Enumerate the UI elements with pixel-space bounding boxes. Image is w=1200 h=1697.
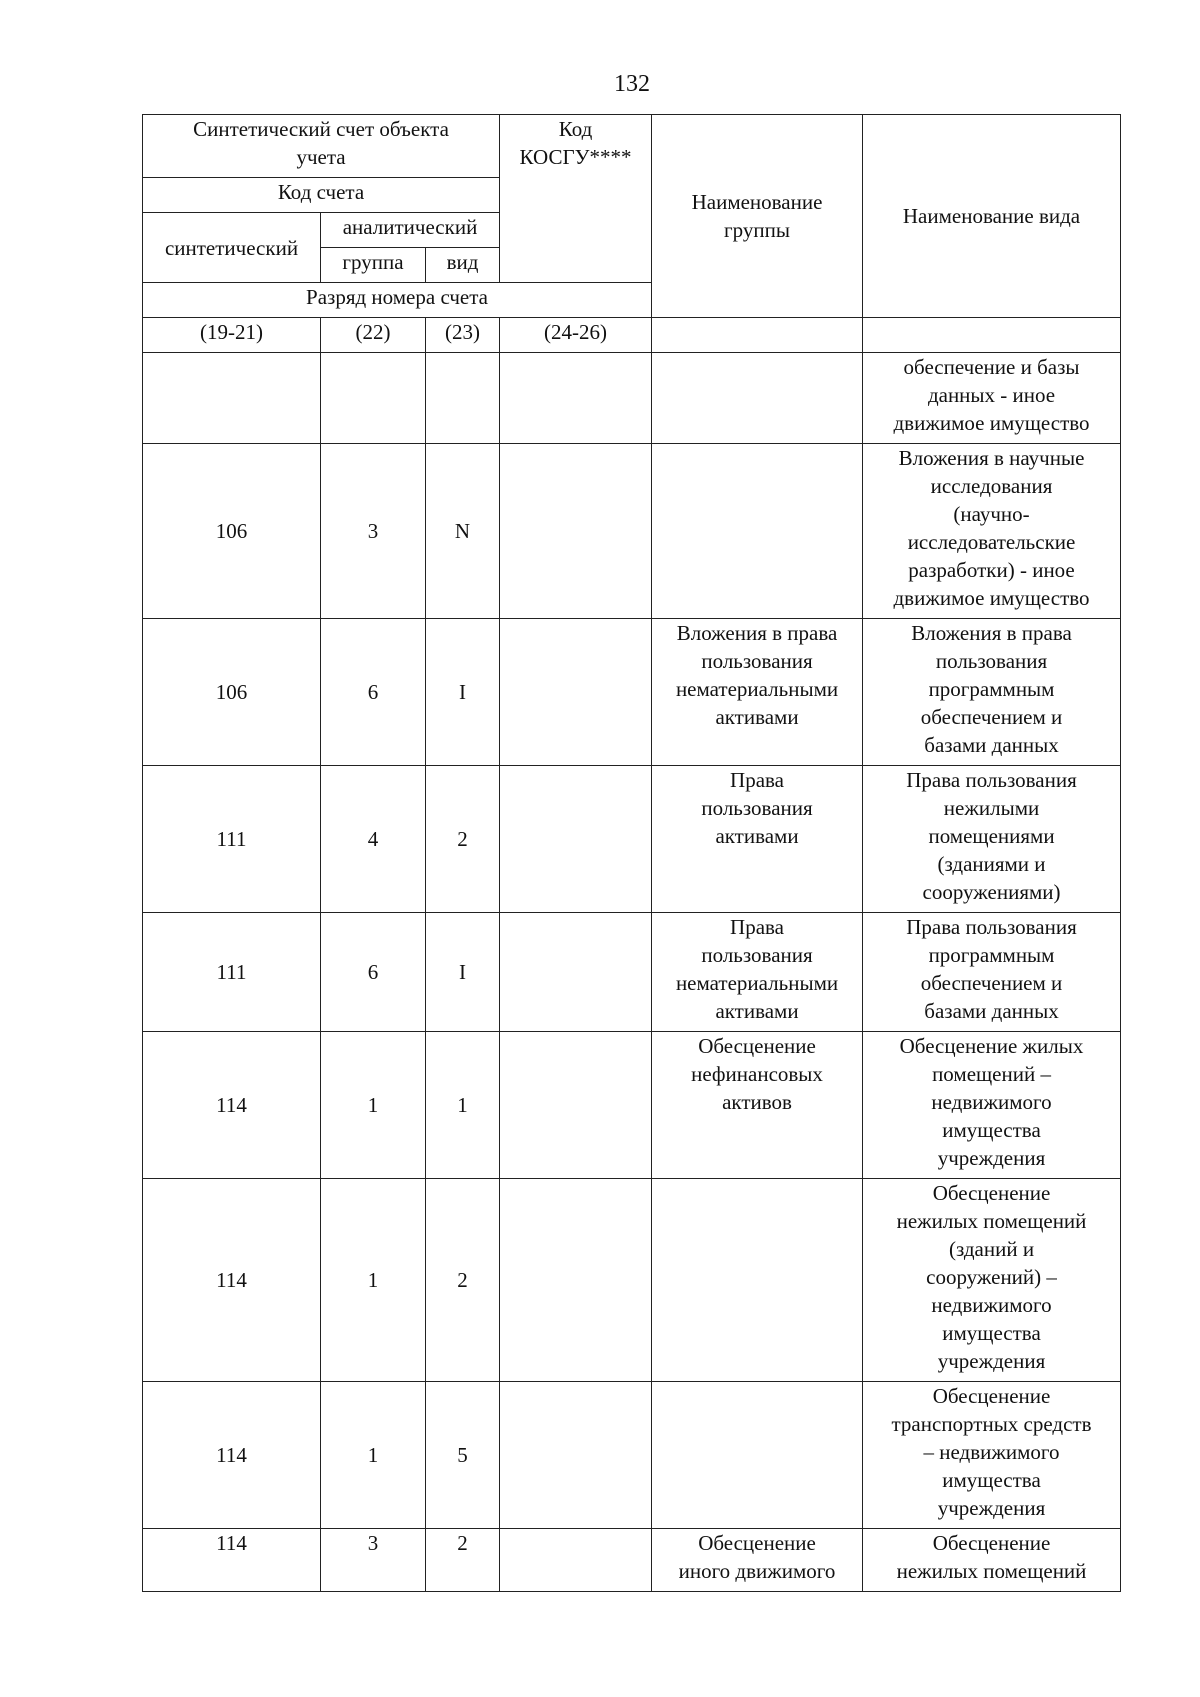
header-analytic: аналитический — [321, 213, 500, 248]
type-cell: N — [426, 444, 500, 619]
digit-cell: (23) — [426, 318, 500, 353]
type-name-cell — [863, 444, 1121, 619]
type-cell — [426, 353, 500, 444]
group-cell: 1 — [321, 1179, 426, 1382]
type-name-cell — [863, 1032, 1121, 1179]
group-name-text: Обесценение нефинансовых активов — [691, 1034, 823, 1114]
kosgu-cell — [500, 1179, 652, 1382]
type-name-cell — [863, 619, 1121, 766]
header-type-name — [863, 115, 1121, 318]
table-row — [143, 1529, 1121, 1592]
group-cell: 6 — [321, 619, 426, 766]
header-synthetic-account-label: Синтетический счет объекта учета — [193, 117, 449, 169]
group-name-text: Права пользования активами — [701, 768, 813, 848]
table-row — [143, 444, 1121, 619]
header-group: группа — [321, 248, 426, 283]
group-name-cell — [652, 766, 863, 913]
type-name-cell — [863, 1382, 1121, 1529]
account-table — [142, 114, 1121, 1592]
group-name-cell — [652, 913, 863, 1032]
type-name-text: Обесценение транспортных средств – недвижимого имущества учреждения — [891, 1384, 1092, 1520]
kosgu-cell — [500, 913, 652, 1032]
synthetic-cell: 106 — [143, 444, 321, 619]
header-group-name — [652, 115, 863, 318]
type-name-cell — [863, 913, 1121, 1032]
table-row — [143, 1179, 1121, 1382]
synthetic-cell: 114 — [143, 1529, 321, 1592]
table-row — [143, 1032, 1121, 1179]
type-name-cell — [863, 1529, 1121, 1592]
synthetic-cell: 114 — [143, 1179, 321, 1382]
digit-cell: (22) — [321, 318, 426, 353]
type-name-text: Вложения в научные исследования (научно- исследовательские разработки) - иное движимое имущество — [893, 446, 1090, 610]
type-cell: 2 — [426, 766, 500, 913]
table-row — [143, 619, 1121, 766]
kosgu-cell — [500, 619, 652, 766]
group-name-cell — [652, 1382, 863, 1529]
digit-cell — [863, 318, 1121, 353]
digit-cell — [652, 318, 863, 353]
table-row — [143, 766, 1121, 913]
header-type: вид — [426, 248, 500, 283]
header-kosgu-code-label: Код КОСГУ**** — [519, 117, 632, 169]
type-name-text: Права пользования нежилыми помещениями (зданиями и сооружениями) — [906, 768, 1077, 904]
table-row — [143, 913, 1121, 1032]
group-cell — [321, 353, 426, 444]
synthetic-cell: 114 — [143, 1382, 321, 1529]
group-name-cell — [652, 619, 863, 766]
synthetic-cell — [143, 353, 321, 444]
type-cell: 5 — [426, 1382, 500, 1529]
digit-cell: (19-21) — [143, 318, 321, 353]
type-name-text: обеспечение и базы данных - иное движимое имущество — [893, 355, 1090, 435]
table-row — [143, 353, 1121, 444]
header-digits-row — [143, 318, 1121, 353]
group-cell: 1 — [321, 1382, 426, 1529]
group-cell: 1 — [321, 1032, 426, 1179]
type-cell: 2 — [426, 1179, 500, 1382]
type-cell: 1 — [426, 1032, 500, 1179]
type-name-text: Обесценение жилых помещений – недвижимого имущества учреждения — [899, 1034, 1084, 1170]
type-name-text: Вложения в права пользования программным обеспечением и базами данных — [911, 621, 1072, 757]
header-group-name-label: Наименование группы — [691, 190, 823, 242]
synthetic-cell: 111 — [143, 913, 321, 1032]
header-synthetic-account — [143, 115, 500, 178]
kosgu-cell — [500, 1529, 652, 1592]
synthetic-cell: 106 — [143, 619, 321, 766]
kosgu-cell — [500, 353, 652, 444]
header-digit-row: Разряд номера счета — [143, 283, 652, 318]
kosgu-cell — [500, 766, 652, 913]
group-name-cell — [652, 1529, 863, 1592]
kosgu-cell — [500, 1032, 652, 1179]
page-number: 132 — [614, 71, 650, 97]
kosgu-cell — [500, 444, 652, 619]
type-name-cell — [863, 766, 1121, 913]
group-name-text: Вложения в права пользования нематериальными активами — [675, 621, 839, 729]
type-cell: I — [426, 619, 500, 766]
header-synthetic: синтетический — [143, 213, 321, 283]
group-name-text: Права пользования нематериальными активами — [675, 915, 839, 1023]
header-account-code: Код счета — [143, 178, 500, 213]
table-row — [143, 1382, 1121, 1529]
header-type-name-label: Наименование вида — [902, 204, 1081, 228]
type-name-cell — [863, 1179, 1121, 1382]
synthetic-cell: 111 — [143, 766, 321, 913]
header-row-1 — [143, 115, 1121, 178]
group-cell: 3 — [321, 1529, 426, 1592]
type-name-cell — [863, 353, 1121, 444]
group-name-cell — [652, 444, 863, 619]
group-name-cell — [652, 353, 863, 444]
group-name-text: Обесценение иного движимого — [678, 1531, 836, 1583]
kosgu-cell — [500, 1382, 652, 1529]
group-name-cell — [652, 1032, 863, 1179]
group-cell: 4 — [321, 766, 426, 913]
group-cell: 3 — [321, 444, 426, 619]
synthetic-cell: 114 — [143, 1032, 321, 1179]
type-name-text: Обесценение нежилых помещений (зданий и сооружений) – недвижимого имущества учреждения — [896, 1181, 1087, 1373]
type-cell: 2 — [426, 1529, 500, 1592]
group-name-cell — [652, 1179, 863, 1382]
digit-cell: (24-26) — [500, 318, 652, 353]
type-name-text: Права пользования программным обеспечением и базами данных — [906, 915, 1077, 1023]
group-cell: 6 — [321, 913, 426, 1032]
type-cell: I — [426, 913, 500, 1032]
header-kosgu-code — [500, 115, 652, 283]
type-name-text: Обесценение нежилых помещений — [896, 1531, 1087, 1583]
